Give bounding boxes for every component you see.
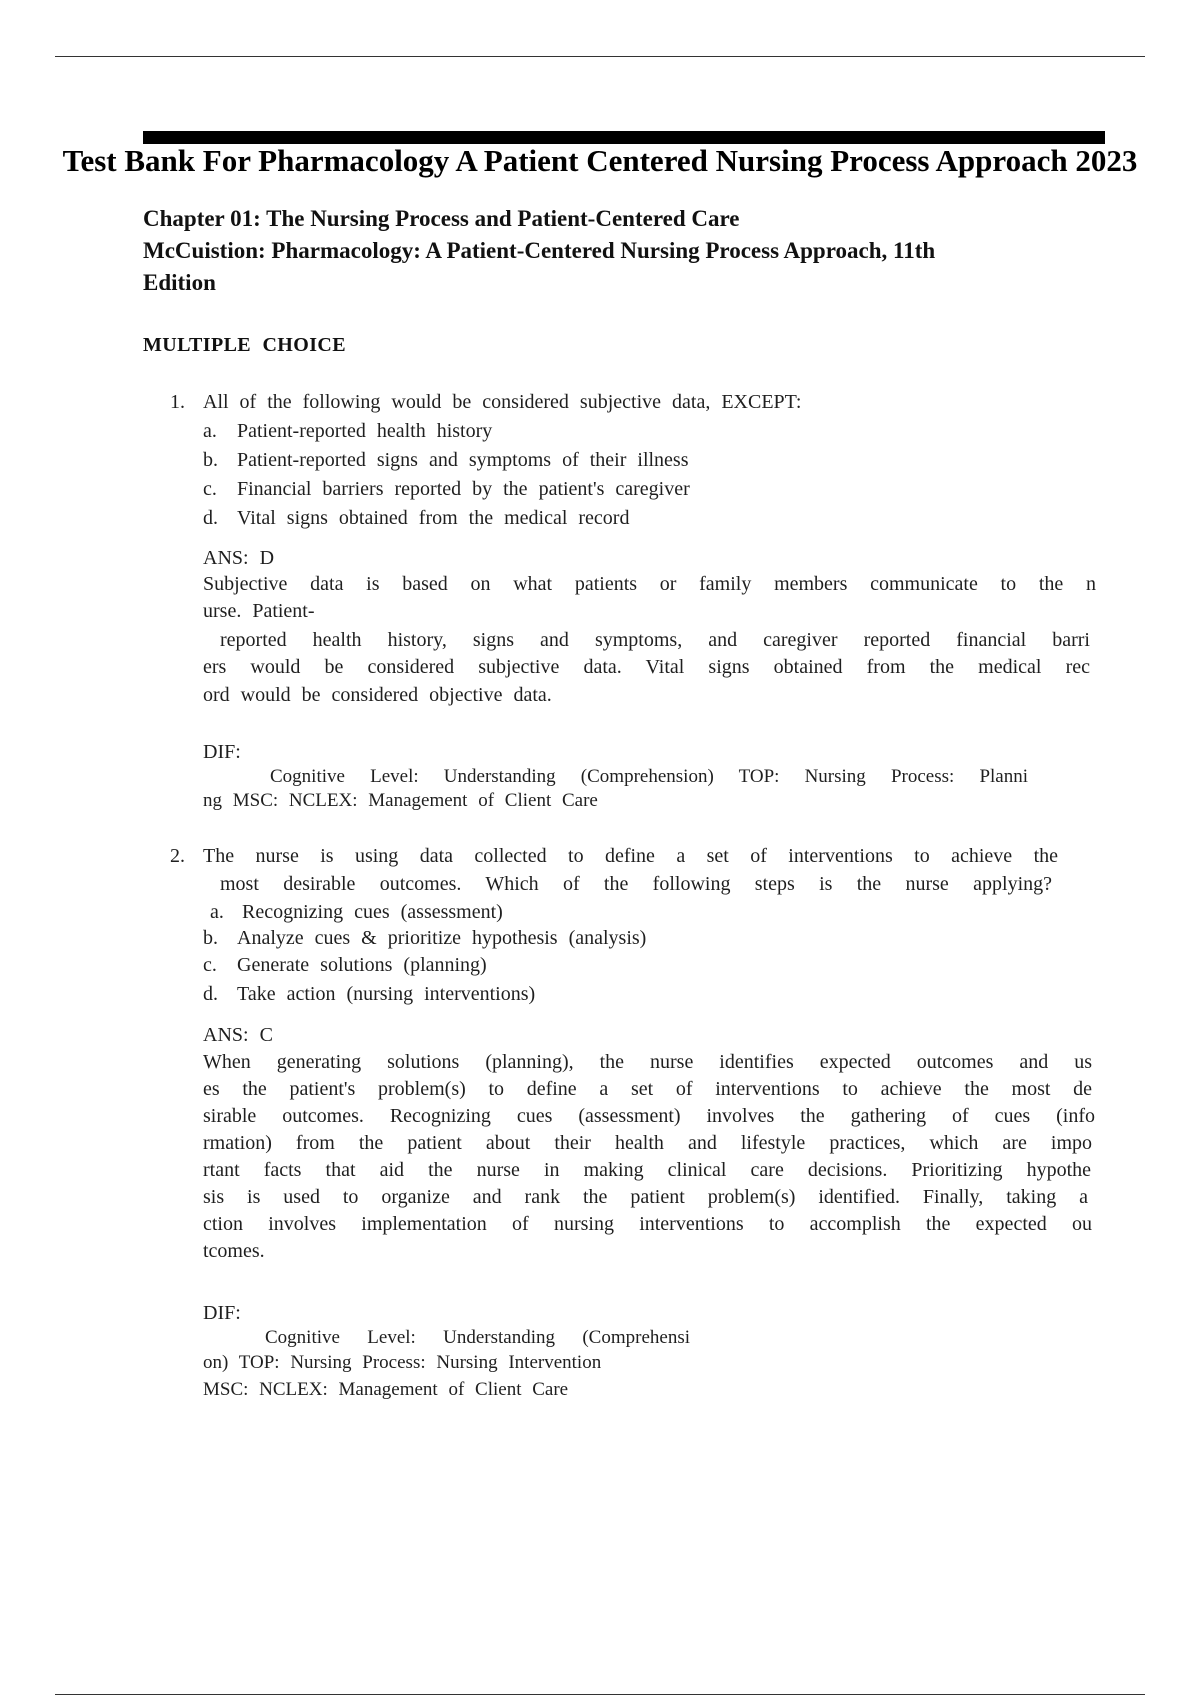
option-letter: b. (203, 449, 218, 471)
option-text: Take action (nursing interventions) (237, 983, 536, 1005)
option-letter: d. (203, 507, 218, 529)
chapter-header (143, 203, 1093, 299)
question-number: 2. (170, 845, 185, 867)
book-title-line-1: McCuistion: Pharmacology: A Patient-Centered Nursing Process Approach, 11th (143, 238, 936, 263)
option-letter: d. (203, 983, 218, 1005)
metadata-line: ng MSC: NCLEX: Management of Client Care (203, 790, 598, 811)
option-text: Analyze cues & prioritize hypothesis (analysis) (237, 927, 647, 949)
metadata-line: Cognitive Level: Understanding (Comprehension) TOP: Nursing Process: Planni (270, 766, 1028, 787)
difficulty-label: DIF: (203, 1302, 241, 1324)
option-text: Vital signs obtained from the medical record (237, 507, 630, 529)
option-text: Patient-reported signs and symptoms of their illness (237, 449, 689, 471)
answer-key: ANS: C (203, 1024, 273, 1046)
rationale-line: tcomes. (203, 1240, 265, 1262)
option-letter: c. (203, 954, 217, 976)
option-text: Patient-reported health history (237, 420, 493, 442)
rationale-line: ers would be considered subjective data. Vital signs obtained from the medical rec (203, 656, 1090, 678)
metadata-line: Cognitive Level: Understanding (Comprehensi (265, 1327, 690, 1348)
option-letter: c. (203, 478, 217, 500)
section-label: MULTIPLE CHOICE (143, 334, 346, 356)
document-title: Test Bank For Pharmacology A Patient Centered Nursing Process Approach 2023 (62, 143, 1138, 178)
chapter-title: Chapter 01: The Nursing Process and Patient-Centered Care (143, 206, 740, 231)
rationale-line: Subjective data is based on what patients or family members communicate to the n (203, 573, 1096, 595)
rationale-line: urse. Patient- (203, 600, 315, 622)
book-title-line-2: Edition (143, 270, 216, 295)
metadata-line: on) TOP: Nursing Process: Nursing Intervention (203, 1352, 602, 1373)
rationale-line: rmation) from the patient about their health and lifestyle practices, which are impo (203, 1132, 1092, 1154)
rationale-line: sis is used to organize and rank the patient problem(s) identified. Finally, taking a (203, 1186, 1088, 1208)
question-stem-line: most desirable outcomes. Which of the following steps is the nurse applying? (220, 873, 1052, 895)
question-stem-line: The nurse is using data collected to define a set of interventions to achieve the (203, 845, 1058, 867)
answer-key: ANS: D (203, 547, 275, 569)
option-text: Financial barriers reported by the patient's caregiver (237, 478, 690, 500)
rationale-line: sirable outcomes. Recognizing cues (assessment) involves the gathering of cues (info (203, 1105, 1095, 1127)
rationale-line: ction involves implementation of nursing interventions to accomplish the expected ou (203, 1213, 1092, 1235)
top-rule (55, 56, 1145, 57)
difficulty-label: DIF: (203, 741, 241, 763)
option-text: Generate solutions (planning) (237, 954, 487, 976)
option-letter: a. (203, 420, 217, 442)
question-stem: All of the following would be considered subjective data, EXCEPT: (203, 391, 802, 413)
metadata-line: MSC: NCLEX: Management of Client Care (203, 1379, 569, 1400)
rationale-line: rtant facts that aid the nurse in making clinical care decisions. Prioritizing hypothe (203, 1159, 1091, 1181)
option-letter: b. (203, 927, 218, 949)
rationale-line: es the patient's problem(s) to define a set of interventions to achieve the most de (203, 1078, 1092, 1100)
rationale-line: reported health history, signs and symptoms, and caregiver reported financial barri (220, 629, 1090, 651)
bottom-rule (55, 1694, 1145, 1695)
rationale-line: When generating solutions (planning), the nurse identifies expected outcomes and us (203, 1051, 1092, 1073)
question-number: 1. (170, 391, 185, 413)
option-text: Recognizing cues (assessment) (242, 901, 503, 923)
rationale-line: ord would be considered objective data. (203, 684, 552, 706)
option-letter: a. (210, 901, 224, 923)
